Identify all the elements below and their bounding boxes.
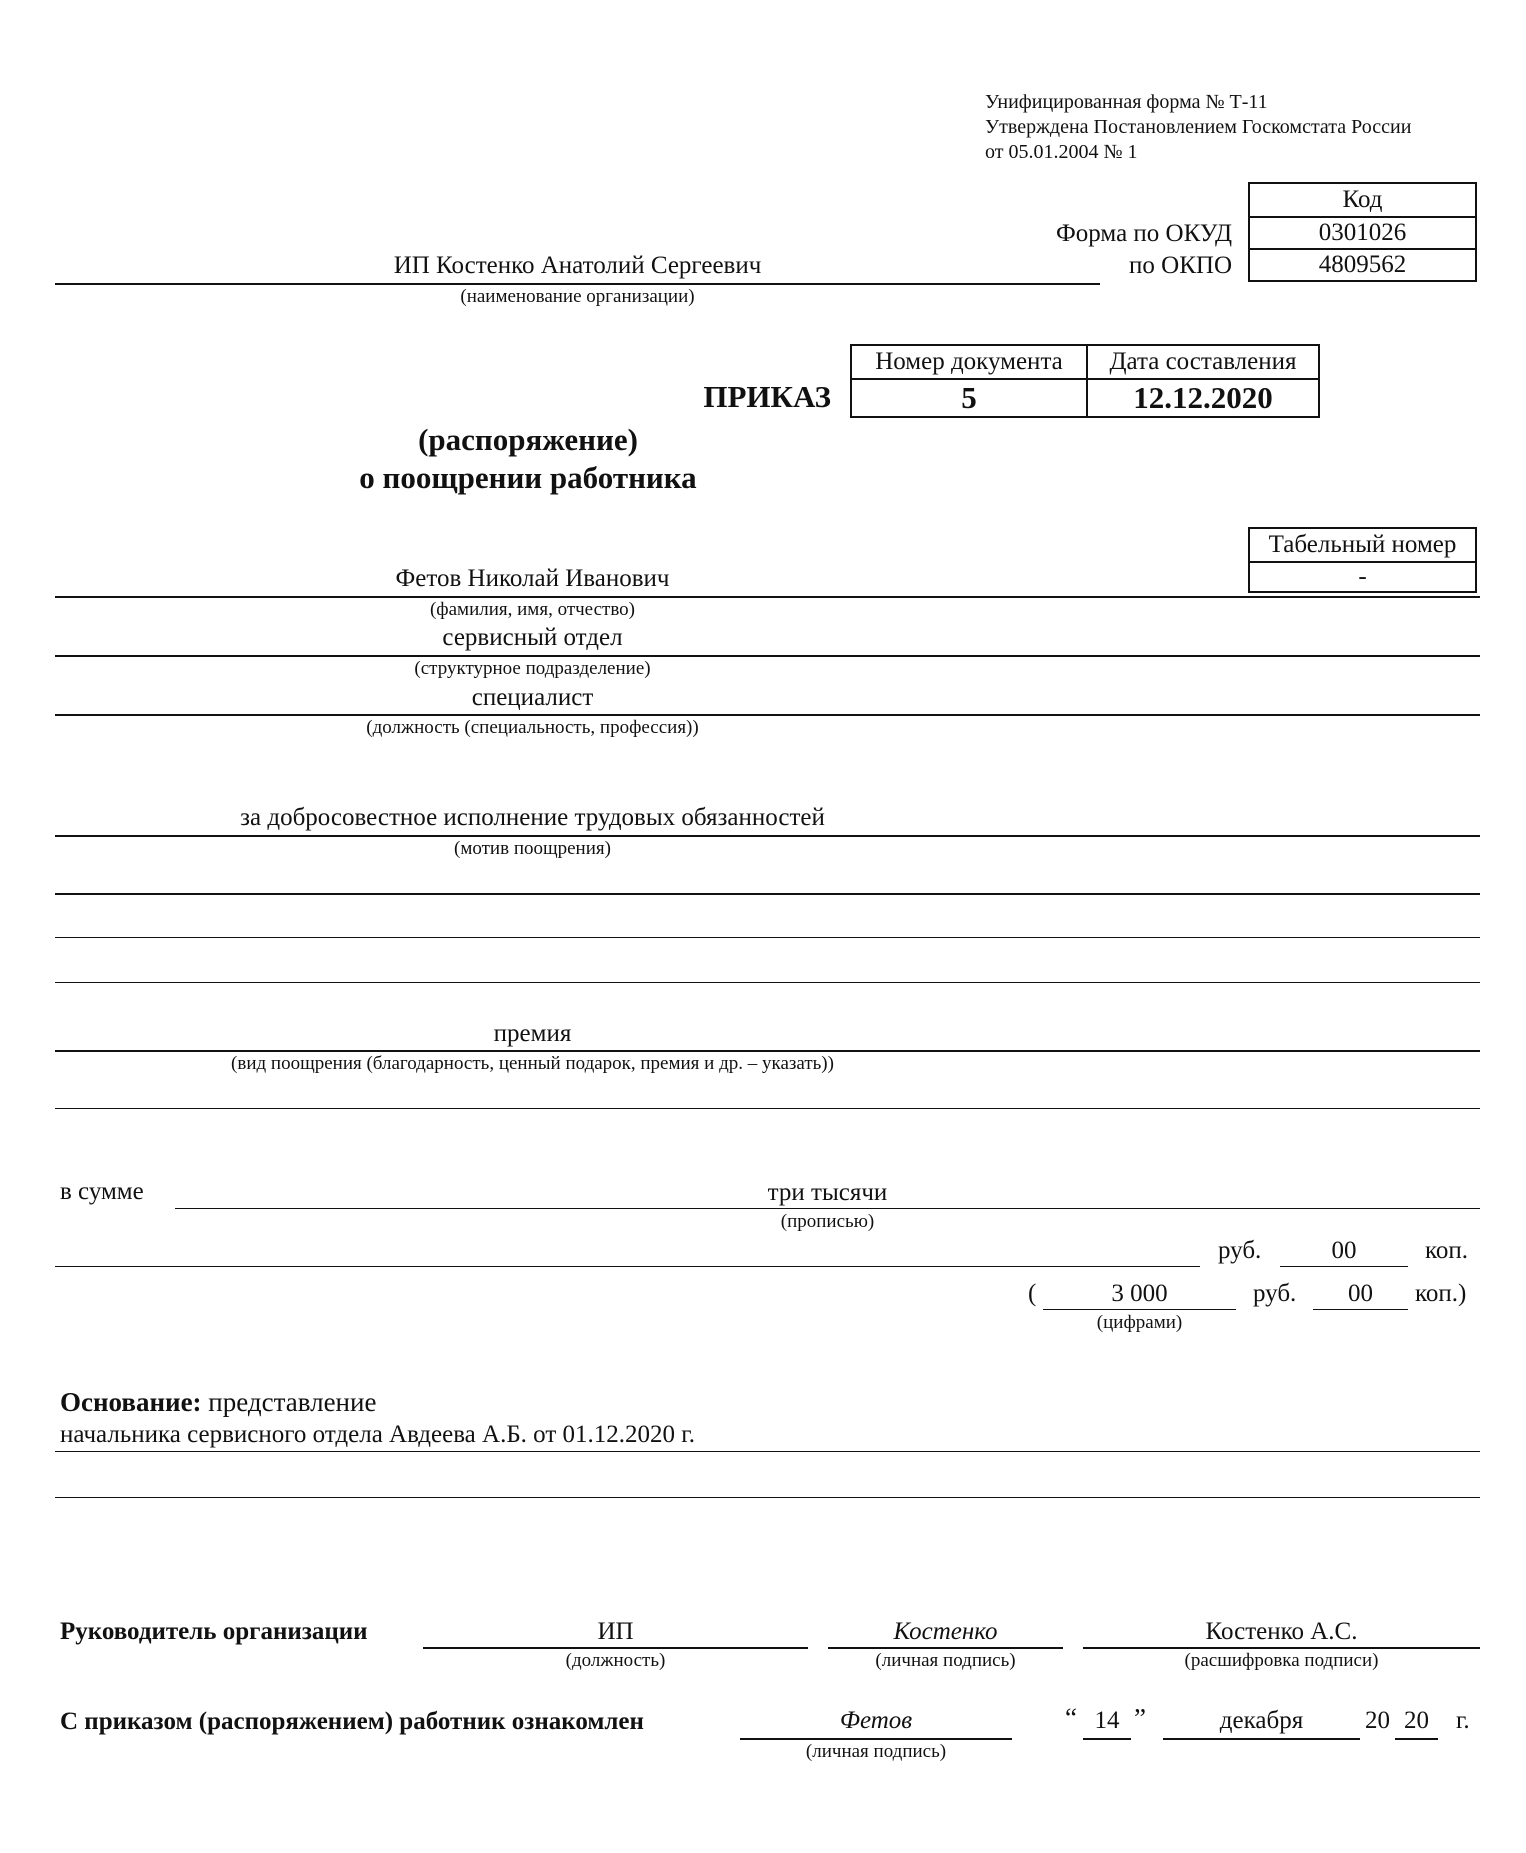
head-label: Руководитель организации [60, 1618, 368, 1645]
ack-year-prefix: 20 [1365, 1707, 1390, 1734]
head-signature: Костенко [893, 1618, 998, 1645]
reward-extra-line [55, 1108, 1480, 1109]
ack-day: 14 [1094, 1707, 1120, 1734]
codes-table [1248, 182, 1477, 282]
department-caption: (структурное подразделение) [414, 658, 651, 679]
employee-signature: Фетов [839, 1707, 913, 1734]
amount-words-line [175, 1208, 1480, 1209]
head-decoded: Костенко А.С. [1205, 1618, 1358, 1645]
kop-label: коп. [1425, 1237, 1469, 1264]
basis-line1: представление [208, 1387, 377, 1417]
quote-close: ” [1134, 1703, 1146, 1733]
employee-department: сервисный отдел [442, 624, 623, 651]
kop-words-line [1280, 1266, 1408, 1267]
organization-name: ИП Костенко Анатолий Сергеевич [393, 252, 762, 279]
head-signature-line [828, 1647, 1063, 1649]
document-title: ПРИКАЗ [703, 379, 831, 414]
rub-label-2: руб. [1253, 1280, 1297, 1307]
employee-name-caption: (фамилия, имя, отчество) [429, 599, 635, 620]
organization-caption: (наименование организации) [460, 286, 695, 307]
head-decoded-caption: (расшифровка подписи) [1184, 1650, 1379, 1671]
employee-name-line [55, 596, 1480, 598]
reward-line [55, 1050, 1480, 1052]
okpo-value: 4809562 [1249, 249, 1476, 281]
kop-label-2: коп.) [1415, 1280, 1467, 1307]
kop-digits-line [1313, 1309, 1408, 1310]
employee-signature-caption: (личная подпись) [805, 1741, 947, 1762]
position-line [55, 714, 1480, 716]
form-note-line1: Унифицированная форма № Т-11 [985, 91, 1268, 113]
reward-value: премия [493, 1020, 572, 1047]
ack-year-line [1395, 1738, 1438, 1740]
basis-line-2 [55, 1497, 1480, 1498]
amount-open-paren: ( [1028, 1280, 1037, 1307]
employee-position: специалист [471, 684, 594, 711]
basis-label: Основание: [60, 1387, 202, 1417]
okpo-label: по ОКПО [1129, 252, 1232, 279]
document-date: 12.12.2020 [1087, 379, 1319, 417]
employee-signature-line [740, 1738, 1012, 1740]
tab-number-table [1248, 527, 1477, 593]
okud-value: 0301026 [1249, 217, 1476, 249]
reward-caption: (вид поощрения (благодарность, ценный подарок, премия и др. – указать)) [231, 1053, 834, 1074]
motive-value: за добросовестное исполнение трудовых обязанностей [240, 804, 825, 831]
motive-extra-line-1 [55, 893, 1480, 895]
okud-label: Форма по ОКУД [1056, 220, 1232, 247]
tab-number-value: - [1249, 562, 1476, 592]
head-position-caption: (должность) [565, 1650, 666, 1671]
form-note-line3: от 05.01.2004 № 1 [985, 141, 1138, 163]
motive-line [55, 835, 1480, 837]
ack-year-unit: г. [1456, 1707, 1470, 1734]
date-header: Дата составления [1087, 345, 1319, 379]
kop-words: 00 [1331, 1237, 1357, 1264]
basis-line2: начальника сервисного отдела Авдеева А.Б. от 01.12.2020 г. [60, 1421, 695, 1448]
document-subtitle: (распоряжение) [418, 422, 638, 457]
amount-words: три тысячи [767, 1179, 888, 1206]
ack-month-line [1163, 1738, 1360, 1740]
amount-words-caption: (прописью) [780, 1211, 875, 1232]
document-table [850, 344, 1320, 418]
motive-extra-line-3 [55, 982, 1480, 983]
ack-label: С приказом (распоряжением) работник ознакомлен [60, 1708, 644, 1735]
form-note [985, 90, 1411, 165]
rub-label: руб. [1218, 1237, 1262, 1264]
basis-line-1 [55, 1451, 1480, 1452]
organization-line [55, 283, 1100, 285]
tab-number-header: Табельный номер [1249, 528, 1476, 562]
motive-caption: (мотив поощрения) [454, 838, 611, 859]
code-header: Код [1249, 183, 1476, 217]
amount-words-line-2 [55, 1266, 1200, 1267]
department-line [55, 655, 1480, 657]
amount-label: в сумме [60, 1178, 144, 1205]
amount-digits: 3 000 [1111, 1280, 1168, 1307]
form-note-line2: Утверждена Постановлением Госкомстата России [985, 116, 1412, 138]
quote-open: “ [1065, 1703, 1077, 1733]
document-number: 5 [851, 379, 1087, 417]
ack-year-suffix: 20 [1404, 1707, 1429, 1734]
position-caption: (должность (специальность, профессия)) [366, 717, 699, 738]
head-position: ИП [597, 1618, 634, 1645]
number-header: Номер документа [851, 345, 1087, 379]
basis-block [60, 1387, 376, 1418]
amount-digits-line [1043, 1309, 1236, 1310]
employee-name: Фетов Николай Иванович [395, 565, 670, 592]
motive-extra-line-2 [55, 937, 1480, 938]
document-subject: о поощрении работника [359, 460, 697, 495]
head-signature-caption: (личная подпись) [875, 1650, 1016, 1671]
head-position-line [423, 1647, 808, 1649]
kop-digits: 00 [1348, 1280, 1373, 1307]
amount-digits-caption: (цифрами) [1096, 1312, 1183, 1333]
ack-month: декабря [1219, 1707, 1304, 1734]
ack-day-line [1083, 1738, 1131, 1740]
head-decoded-line [1083, 1647, 1480, 1649]
